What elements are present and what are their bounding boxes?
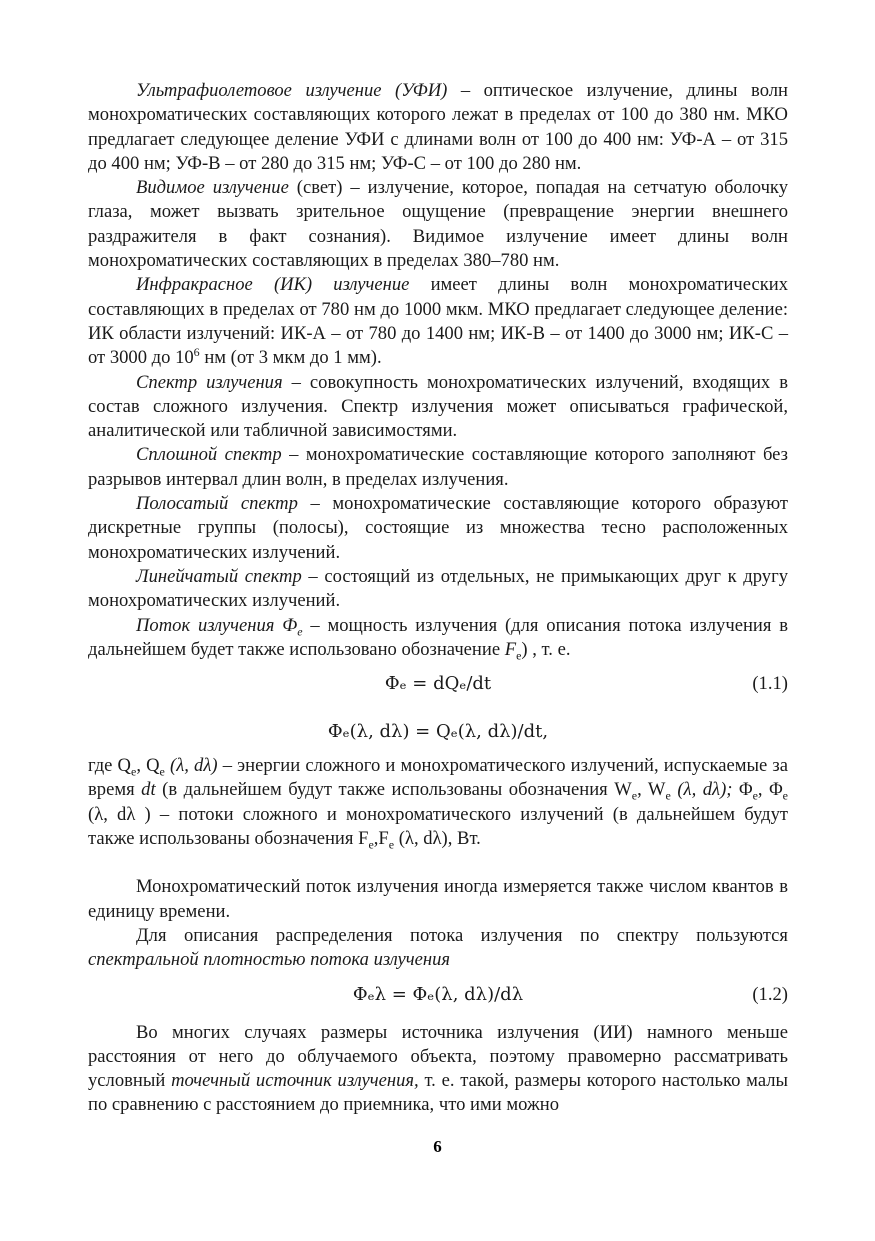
paragraph-spectrum: Спектр излучения – совокупность монохроматических излучений, входящих в состав сложного излучения. Спектр излучения может описываться графической, аналитической или табличной зависимостями.	[88, 371, 788, 442]
term-spectrum: Спектр излучения	[136, 371, 283, 393]
term-flux: Поток излучения $Ф_e$	[136, 614, 303, 639]
term-spectral-density: спектральной плотностью потока излучения	[88, 949, 451, 971]
paragraph-visible: Видимое излучение (свет) – излучение, которое, попадая на сетчатую оболочку глаза, может вызвать зрительное ощущение (превращение энергии внешнего раздражителя в факт сознания). Видимое излучение имеет длины волн монохроматических составляющих в пределах 380–780 нм.	[88, 177, 788, 272]
equation-1-1b	[88, 710, 788, 754]
equation-1-1-number: (1.1)	[752, 673, 788, 695]
term-line: Линейчатый спектр	[136, 565, 302, 587]
paragraph-point-source: Во многих случаях размеры источника излучения (ИИ) намного меньше расстояния от него до облучаемого объекта, поэтому правомерно рассматривать условный точечный источник излучения, т. е. такой, размеры которого настолько малы по сравнению с расстоянием до приемника, что ими можно	[88, 1021, 789, 1116]
page-number: 6	[433, 1137, 442, 1156]
equation-1-2-number: (1.2)	[752, 983, 788, 1005]
term-band: Полосатый спектр	[136, 493, 298, 515]
page-content	[88, 79, 788, 1118]
paragraph-line: Линейчатый спектр – состоящий из отдельных, не примыкающих друг к другу монохроматических излучений.	[88, 565, 788, 612]
equation-1-2	[88, 973, 788, 1021]
equation-1-1	[88, 662, 788, 710]
paragraph-where: где $Q_e$, $Q_e$ (λ, dλ) – энергии сложного и монохроматического излучений, испускаемые за время dt (в дальнейшем будут также использованы обозначения $W_e$, $W_e$ (λ, dλ); $\Phi_e$, $\Phi_e$ (λ, dλ ) – потоки сложного и монохроматического излучений (в дальнейшем будут также использованы обозначения $F_e,F_e$ (λ, dλ), Вт.	[88, 755, 788, 852]
term-continuous: Сплошной спектр	[136, 444, 282, 466]
paragraph-flux: Поток излучения $Ф_e$ – мощность излучения (для описания потока излучения в дальнейшем будет также использовано обозначение $F_e$) , т. е.	[88, 614, 788, 663]
equation-1-2-formula: Φₑλ = Φₑ(λ, dλ)/dλ	[352, 983, 524, 1005]
paragraph-continuous: Сплошной спектр – монохроматические составляющие которого заполняют без разрывов интервал длин волн, в пределах излучения.	[88, 444, 789, 490]
term-ir: Инфракрасное (ИК) излучение	[136, 274, 410, 296]
paragraph-spectral-density: Для описания распределения потока излучения по спектру пользуются спектральной плотностью потока излучения	[88, 924, 788, 971]
paragraph-band: Полосатый спектр – монохроматические составляющие которого образуют дискретные группы (полосы), состоящие из множества тесно расположенных монохроматических излучений.	[88, 493, 788, 563]
equation-1-1-formula: Φₑ = dQₑ/dt	[384, 673, 492, 695]
spacer	[88, 851, 788, 875]
paragraph-mono-quanta: Монохроматический поток излучения иногда измеряется также числом квантов в единицу времени.	[88, 876, 788, 922]
term-uv: Ультрафиолетовое излучение (УФИ)	[136, 80, 448, 101]
paragraph-ir: Инфракрасное (ИК) излучение имеет длины волн монохроматических составляющих в пределах от 780 нм до 1000 мкм. МКО предлагает следующее деление: ИК области излучений: ИК-А – от 780 до 1400 нм; ИК-В – от 1400 до 3000 нм; ИК-С – от 3000 до $10^6$ нм (от 3 мкм до 1 мм).	[88, 274, 788, 369]
term-visible: Видимое излучение	[136, 177, 289, 199]
term-point-source: точечный источник излучения,	[171, 1070, 419, 1092]
paragraph-uv: Ультрафиолетовое излучение (УФИ) – оптическое излучение, длины волн монохроматических составляющих которого лежат в пределах от 100 до 380 нм. МКО предлагает следующее деление УФИ с длинами волн от 100 до 400 нм: УФ-А – от 315 до 400 нм; УФ-В – от 280 до 315 нм; УФ-С – от 100 до 280 нм.	[88, 80, 788, 174]
equation-1-1b-formula: Φₑ(λ, dλ) = Qₑ(λ, dλ)/dt,	[327, 721, 549, 743]
